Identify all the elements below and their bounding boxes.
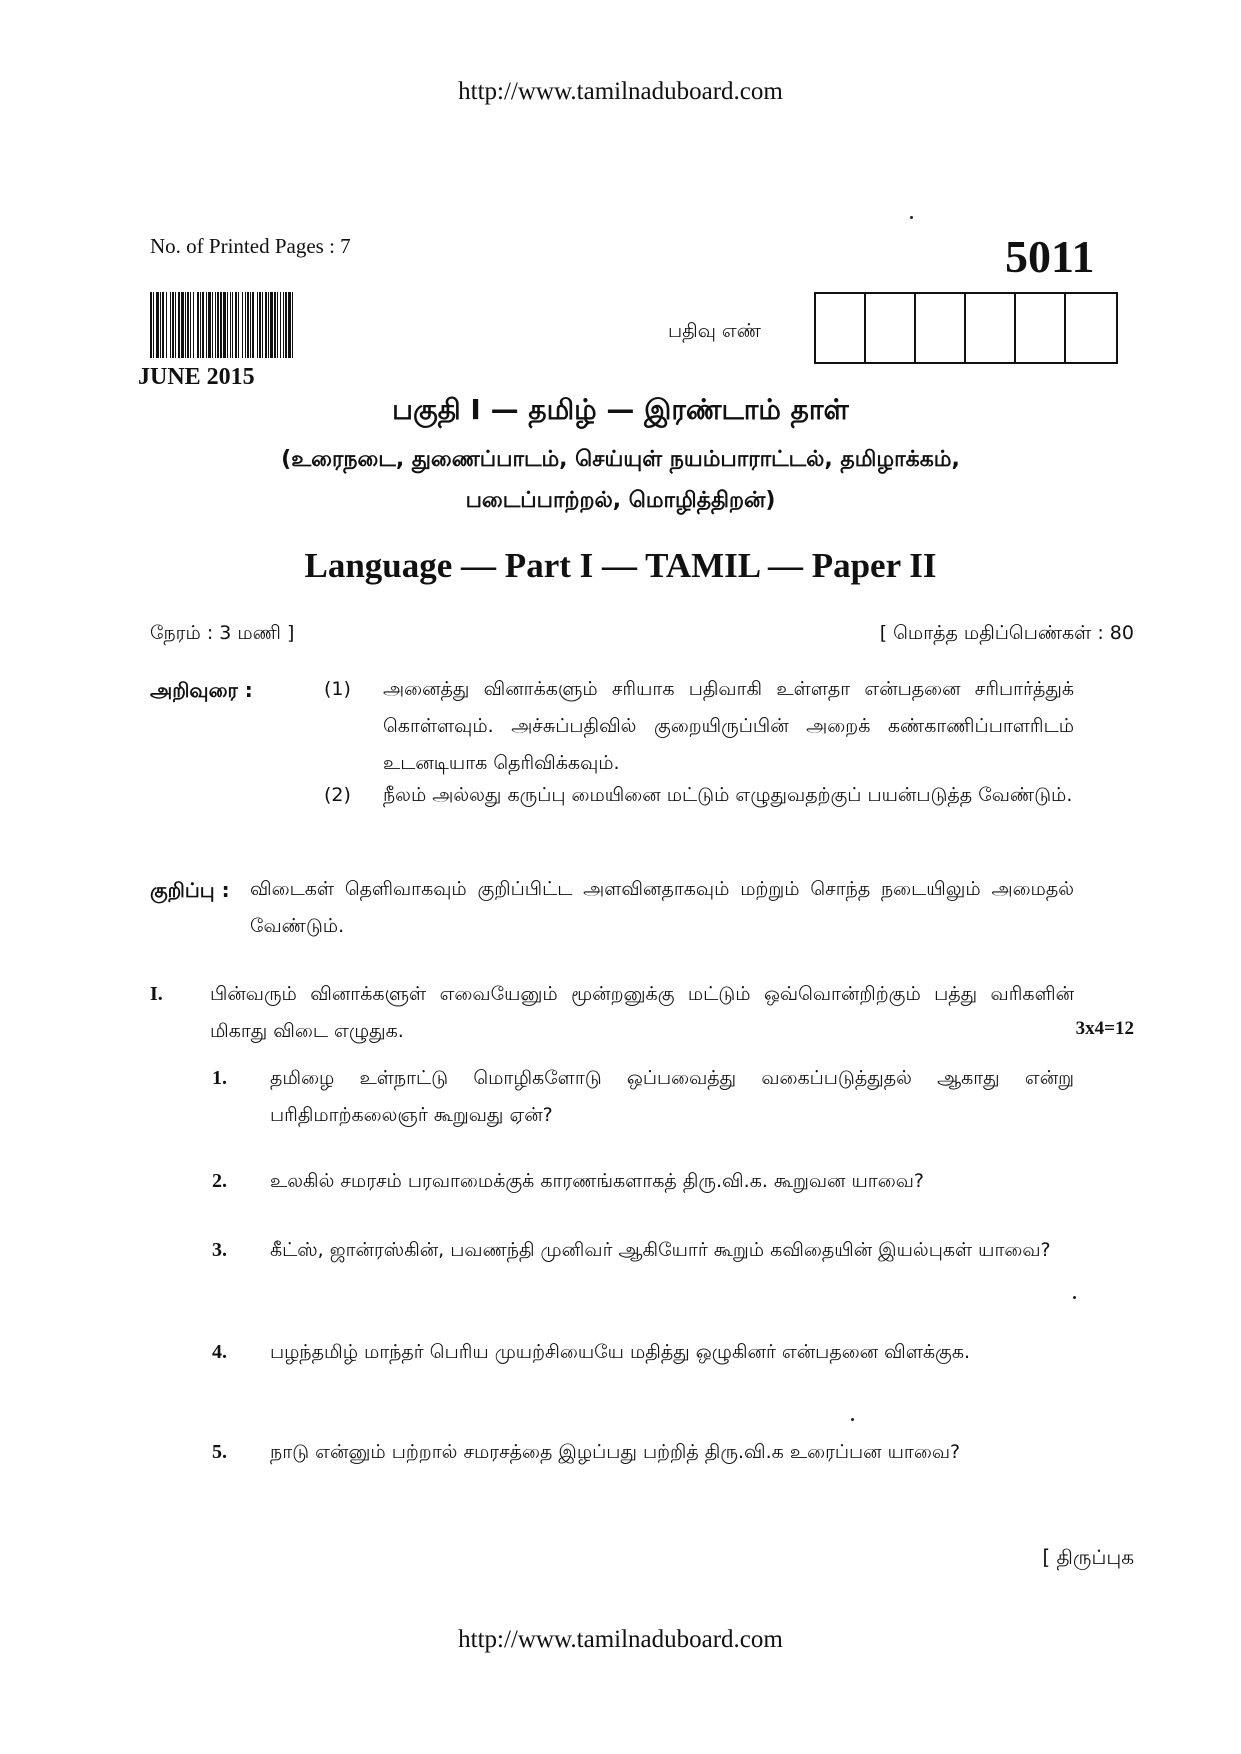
source-url-top: http://www.tamilnaduboard.com (458, 78, 783, 105)
printed-pages-count: No. of Printed Pages : 7 (150, 234, 351, 258)
instruction-text: அனைத்து வினாக்களும் சரியாக பதிவாகி உள்ளதா என்பதனை சரிபார்த்துக் கொள்ளவும். அச்சுப்பதிவில் குறையிருப்பின் அறைக் கண்காணிப்பாளரிடம் உடனடியாக தெரிவிக்கவும். (383, 678, 1074, 774)
paper-title-english: Language — Part I — TAMIL — Paper II (304, 546, 937, 585)
question-number: 3. (212, 1239, 227, 1261)
total-marks: [ மொத்த மதிப்பெண்கள் : 80 (879, 622, 1134, 644)
paper-title-tamil: பகுதி I — தமிழ் — இரண்டாம் தாள் (392, 393, 849, 426)
question-number: 1. (212, 1067, 227, 1089)
question-text: நாடு என்னும் பற்றால் சமரசத்தை இழப்பது பற்றித் திரு.வி.க உரைப்பன யாவை? (270, 1441, 961, 1463)
paper-subtitle-line-2: படைப்பாற்றல், மொழித்திறன்) (465, 488, 776, 513)
instruction-text: நீலம் அல்லது கருப்பு மையினை மட்டும் எழுதுவதற்குப் பயன்படுத்த வேண்டும். (383, 784, 1073, 806)
please-turn-over: [ திருப்புக (1042, 1545, 1134, 1569)
question-number: 5. (212, 1441, 227, 1463)
register-number-label: பதிவு எண் (668, 320, 761, 342)
instructions-label: அறிவுரை : (150, 678, 253, 702)
section-marks: 3x4=12 (1075, 1018, 1134, 1039)
register-digit-box (966, 294, 1016, 362)
scan-speck (910, 216, 913, 219)
barcode-image (150, 292, 426, 358)
question-text: உலகில் சமரசம் பரவாமைக்குக் காரணங்களாகத் திரு.வி.க. கூறுவன யாவை? (270, 1170, 924, 1192)
note-text: விடைகள் தெளிவாகவும் குறிப்பிட்ட அளவினதாகவும் மற்றும் சொந்த நடையிலும் அமைதல் வேண்டும். (250, 878, 1074, 937)
question-text: தமிழை உள்நாட்டு மொழிகளோடு ஒப்பவைத்து வகைப்படுத்துதல் ஆகாது என்று பரிதிமாற்கலைஞர் கூறுவது ஏன்? (270, 1067, 1074, 1126)
paper-code: 5011 (1005, 231, 1095, 282)
register-digit-box (916, 294, 966, 362)
register-digit-box (866, 294, 916, 362)
scan-speck (1073, 1296, 1076, 1299)
register-number-boxes (814, 292, 1118, 364)
register-digit-box (1016, 294, 1066, 362)
register-digit-box (816, 294, 866, 362)
note-label: குறிப்பு : (150, 878, 230, 902)
section-number: I. (150, 983, 163, 1005)
instruction-number: (1) (324, 678, 351, 700)
register-digit-box (1066, 294, 1116, 362)
question-text: பழந்தமிழ் மாந்தர் பெரிய முயற்சியையே மதித்து ஒழுகினர் என்பதனை விளக்குக. (270, 1341, 971, 1363)
paper-subtitle-line-1: (உரைநடை, துணைப்பாடம், செய்யுள் நயம்பாராட்டல், தமிழாக்கம், (281, 447, 960, 472)
question-number: 4. (212, 1341, 227, 1363)
section-instruction: பின்வரும் வினாக்களுள் எவையேனும் மூன்றனுக்கு மட்டும் ஒவ்வொன்றிற்கும் பத்து வரிகளின் மிகாது விடை எழுதுக. (210, 983, 1074, 1042)
question-text: கீட்ஸ், ஜான்ரஸ்கின், பவணந்தி முனிவர் ஆகியோர் கூறும் கவிதையின் இயல்புகள் யாவை? (270, 1239, 1051, 1261)
scan-speck (851, 1418, 854, 1421)
exam-date: JUNE 2015 (138, 364, 255, 390)
source-url-bottom: http://www.tamilnaduboard.com (458, 1626, 783, 1653)
instruction-number: (2) (324, 784, 351, 806)
question-number: 2. (212, 1170, 227, 1192)
exam-time: நேரம் : 3 மணி ] (150, 622, 295, 644)
